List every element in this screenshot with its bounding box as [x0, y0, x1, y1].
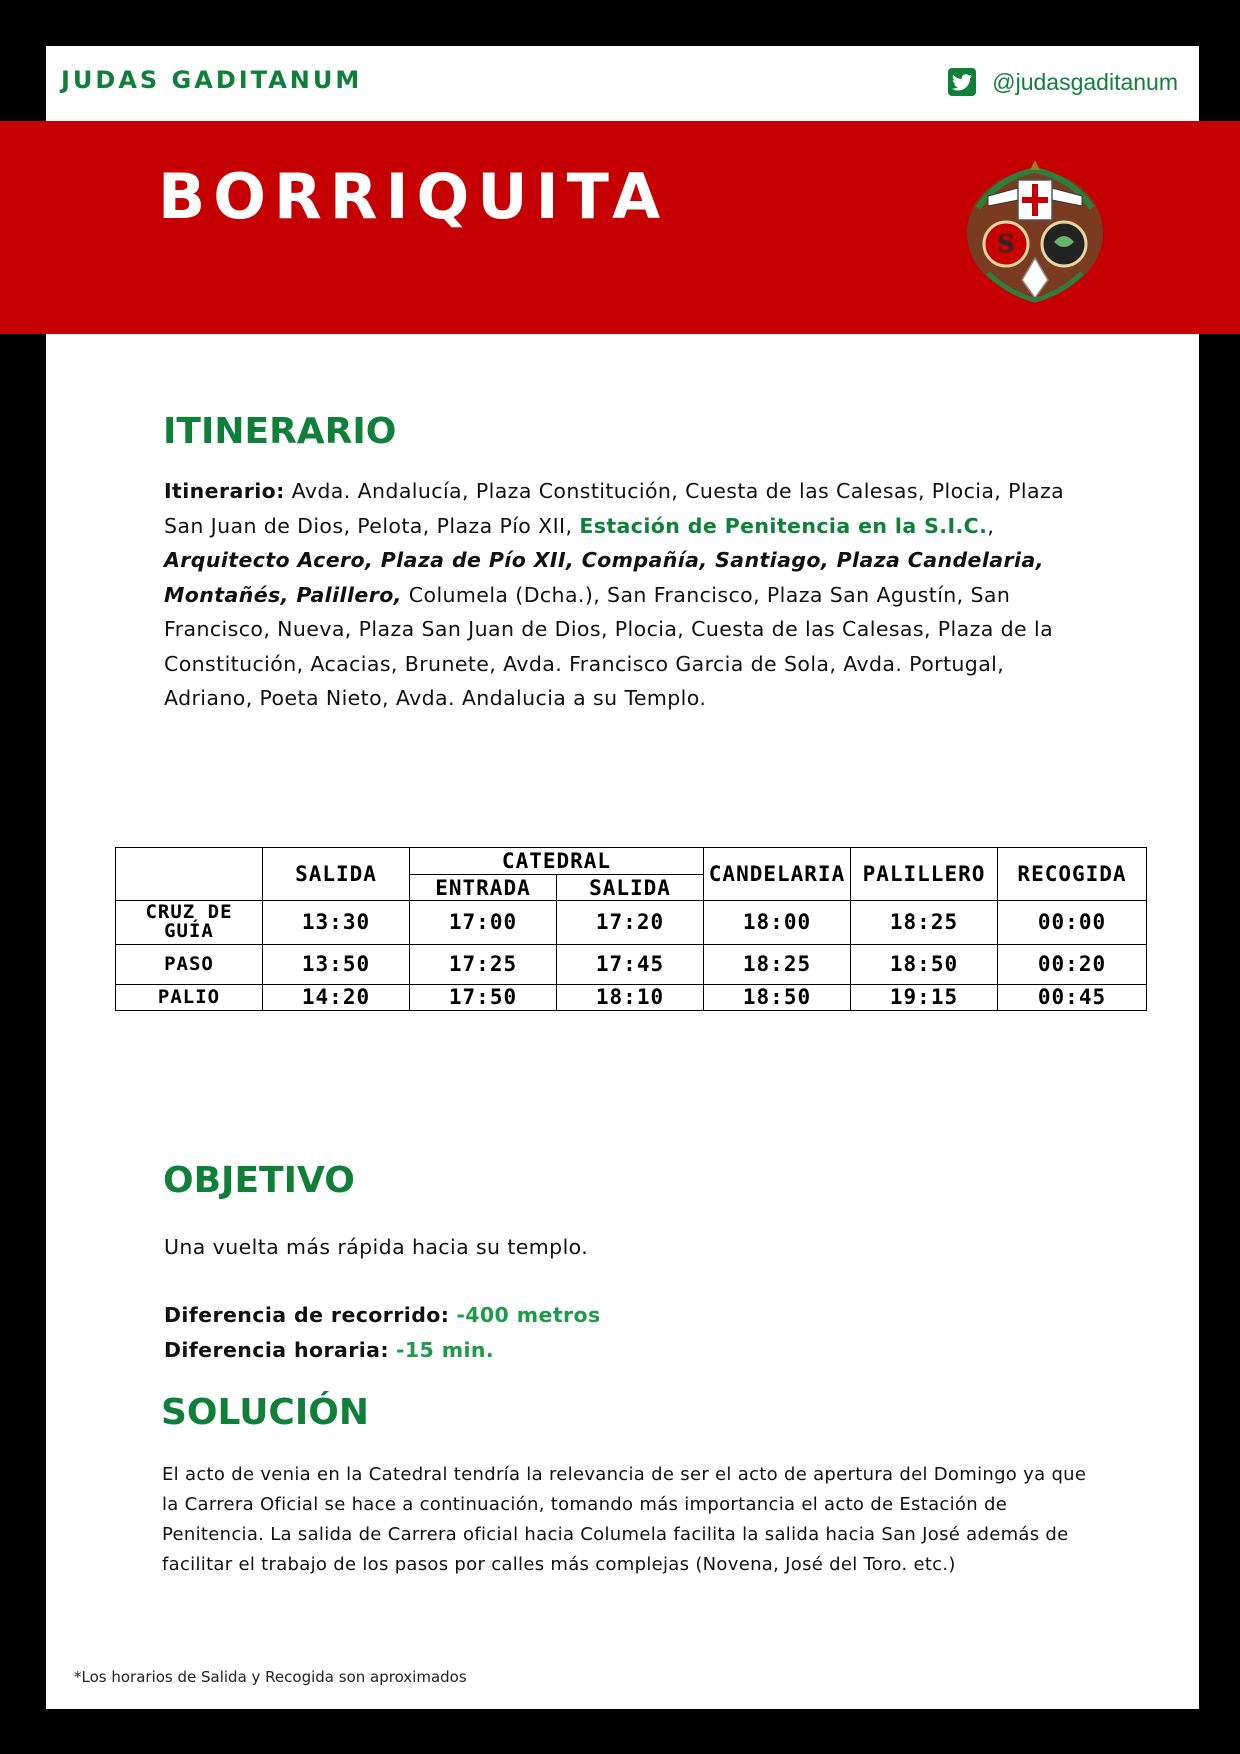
- time-cell: 18:50: [704, 984, 851, 1010]
- itinerario-highlight: Estación de Penitencia en la S.I.C.: [579, 513, 988, 538]
- solucion-text: El acto de venia en la Catedral tendría la relevancia de ser el acto de apertura del Domingo ya que la Carrera Oficial se hace a continuación, tomando más importancia el acto de Estación de Penitencia. La salida de Carrera oficial hacia Columela facilita la salida hacia San José además de facilitar el trabajo de los pasos por calles más complejas (Novena, José del Toro. etc.): [162, 1464, 1087, 1575]
- table-corner-cell: [116, 848, 263, 901]
- itinerario-text-3: Columela (Dcha.), San Francisco, Plaza San Agustín, San Francisco, Nueva, Plaza San Juan de Dios, Plocia, Cuesta de las Calesas, Plaza de la Constitución, Acacias, Brunete, Avda. Francisco Garcia de Sola, Avda. Portugal, Adriano, Poeta Nieto, Avda. Andalucia a su Templo.: [164, 582, 1054, 710]
- page-title: BORRIQUITA: [158, 160, 669, 233]
- objetivo-heading: OBJETIVO: [163, 1160, 355, 1201]
- row-label: PALIO: [116, 984, 263, 1010]
- header-catedral: CATEDRAL: [410, 848, 704, 875]
- header-entrada: ENTRADA: [410, 875, 557, 901]
- itinerario-text-1: Avda. Andalucía, Plaza Constitución, Cuesta de las Calesas, Plocia, Plaza San Juan de Dios, Pelota, Plaza Pío XII,: [164, 479, 1065, 538]
- objetivo-text: Una vuelta más rápida hacia su templo.: [164, 1235, 589, 1259]
- brand-name: JUDAS GADITANUM: [61, 66, 363, 94]
- time-cell: 13:30: [263, 901, 410, 944]
- time-cell: 19:15: [851, 984, 998, 1010]
- time-cell: 18:10: [557, 984, 704, 1010]
- time-cell: 17:20: [557, 901, 704, 944]
- schedule-table: [115, 847, 1147, 1011]
- table-row: [116, 901, 1147, 944]
- svg-text:S: S: [997, 229, 1015, 258]
- time-cell: 14:20: [263, 984, 410, 1010]
- itinerario-text-2: ,: [987, 513, 995, 538]
- twitter-link[interactable]: [948, 68, 1178, 96]
- horaria-value: -15 min.: [395, 1338, 495, 1362]
- time-cell: 17:45: [557, 944, 704, 984]
- itinerario-paragraph: [164, 474, 1094, 716]
- time-cell: 00:20: [998, 944, 1147, 984]
- header-candelaria: CANDELARIA: [704, 848, 851, 901]
- recorrido-label: Diferencia de recorrido:: [164, 1303, 450, 1327]
- horaria-line: [164, 1333, 1094, 1368]
- twitter-handle: @judasgaditanum: [992, 68, 1178, 95]
- header-catedral-salida: SALIDA: [557, 875, 704, 901]
- header-palillero: PALILLERO: [851, 848, 998, 901]
- solucion-heading: SOLUCIÓN: [161, 1392, 369, 1433]
- footnote: *Los horarios de Salida y Recogida son aproximados: [74, 1668, 467, 1686]
- horaria-label: Diferencia horaria:: [164, 1338, 390, 1362]
- row-label: PASO: [116, 944, 263, 984]
- time-cell: 17:50: [410, 984, 557, 1010]
- time-cell: 18:50: [851, 944, 998, 984]
- row-label: CRUZ DE GUÍA: [116, 901, 263, 944]
- header-salida: SALIDA: [263, 848, 410, 901]
- time-cell: 13:50: [263, 944, 410, 984]
- twitter-icon: [948, 68, 976, 96]
- time-cell: 00:00: [998, 901, 1147, 944]
- time-cell: 17:00: [410, 901, 557, 944]
- time-cell: 18:25: [851, 901, 998, 944]
- table-row: [116, 944, 1147, 984]
- itinerario-heading: ITINERARIO: [163, 411, 397, 452]
- itinerario-label: Itinerario:: [164, 479, 285, 503]
- header-recogida: RECOGIDA: [998, 848, 1147, 901]
- time-cell: 18:25: [704, 944, 851, 984]
- brotherhood-crest-icon: [958, 148, 1112, 308]
- time-cell: 18:00: [704, 901, 851, 944]
- table-row: [116, 984, 1147, 1010]
- recorrido-value: -400 metros: [456, 1303, 601, 1327]
- time-cell: 17:25: [410, 944, 557, 984]
- time-cell: 00:45: [998, 984, 1147, 1010]
- itinerario-bold-italic: Arquitecto Acero, Plaza de Pío XII, Compañía, Santiago, Plaza Candelaria, Montañés, Palillero,: [164, 548, 1044, 607]
- recorrido-line: [164, 1298, 1094, 1333]
